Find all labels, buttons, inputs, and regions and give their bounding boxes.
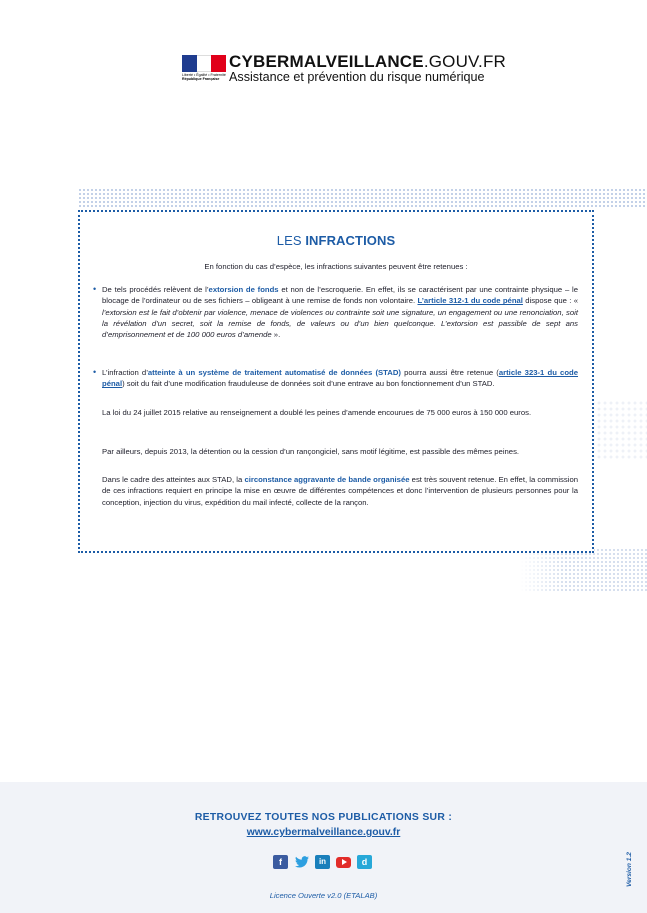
dot-pattern-top [78,188,646,208]
text-span: L’infraction d’ [102,368,148,377]
devise [182,73,226,82]
brand-subtitle: Assistance et prévention du risque numérique [229,70,485,84]
dot-pattern-right-lower [520,548,647,592]
brand-suffix: .GOUV.FR [423,52,507,71]
marianne-logo [182,55,226,85]
footer [0,782,647,913]
infractions-box [78,210,594,553]
bullet-icon: • [93,367,97,377]
brand-name: CYBERMALVEILLANCE [229,52,424,71]
version-label: Version 1.2 [626,852,633,888]
text-span: ». [271,330,281,340]
highlight-extorsion: extorsion de fonds [208,285,279,294]
dailymotion-icon[interactable]: d [357,855,372,869]
paragraph-loi-2015: La loi du 24 juillet 2015 relative au renseignement a doublé les peines d’amende encourues de 75 000 euros à 150 000 euros. [102,408,532,417]
text-span: est très souvent retenue. En effet, la commission de ces infractions requiert en principe la mise en œuvre de différentes compétences et donc l’intervention de plusieurs personnes pour la conception, injection du virus, expédition du mail infecté, collecte de la rançon. [102,475,578,507]
paragraph-extorsion [93,284,578,340]
facebook-icon[interactable]: f [273,855,288,869]
text-span: dispose que : « [522,296,578,306]
text-span: pourra aussi être retenue ( [400,368,499,377]
section-title-bold: INFRACTIONS [305,233,396,248]
paragraph-2013: Par ailleurs, depuis 2013, la détention ou la cession d’un rançongiciel, sans motif légitime, est passible des mêmes peines. [102,447,520,456]
text-span: De tels procédés relèvent de l’ [102,285,209,294]
bullet-icon: • [93,284,97,294]
republique-francaise-label: République Française [182,77,220,82]
social-links [273,855,372,869]
text-span: ) soit du fait d’une modification frauduleuse de données soit d’une entrave au bon fonctionnement d’un STAD. [122,379,495,389]
footer-heading: RETROUVEZ TOUTES NOS PUBLICATIONS SUR : [194,812,453,823]
brand [229,53,506,85]
highlight-stad: atteinte à un système de traitement automatisé de données (STAD) [147,368,401,377]
text-span: et non de l’escroquerie. En effet, ils se caractérisent par une contrainte physique – le blocage de l’ordinateur ou de ses fichiers – obligeant à une remise de fonds non volontaire. [102,285,578,306]
text-span: Dans le cadre des atteintes aux STAD, la [102,475,245,484]
section-title-prefix: LES [276,233,306,248]
devise-line: Liberté • Égalité • Fraternité [182,73,226,77]
link-article-323-1[interactable]: article 323-1 du code pénal [102,368,579,389]
brand-title [229,53,506,70]
youtube-icon[interactable] [336,855,351,869]
twitter-icon[interactable] [294,855,309,869]
section-intro: En fonction du cas d’espèce, les infractions suivantes peuvent être retenues : [204,262,468,271]
paragraph-bande-organisee [102,474,578,508]
paragraph-stad [93,367,579,390]
linkedin-icon[interactable]: in [315,855,330,869]
youtube-play-icon [336,857,351,868]
highlight-bande-organisee: circonstance aggravante de bande organisée [244,475,410,484]
footer-website-link[interactable]: www.cybermalveillance.gouv.fr [246,827,401,838]
licence-label: Licence Ouverte v2.0 (ETALAB) [269,891,378,900]
link-article-312-1[interactable]: L’article 312-1 du code pénal [417,296,523,306]
french-flag-icon [182,55,226,72]
quote-article-312-1: l’extorsion est le fait d’obtenir par violence, menace de violences ou contrainte soit une signature, un engagement ou une renonciation, soit la révélation d’un secret, soit la remise de fonds, de valeurs ou d’un bien quelconque. L’extorsion est passible de sept ans d’emprisonnement et de 100 000 euros d’amende [102,307,578,340]
twitter-bird-icon [295,856,309,868]
section-title [80,233,592,248]
